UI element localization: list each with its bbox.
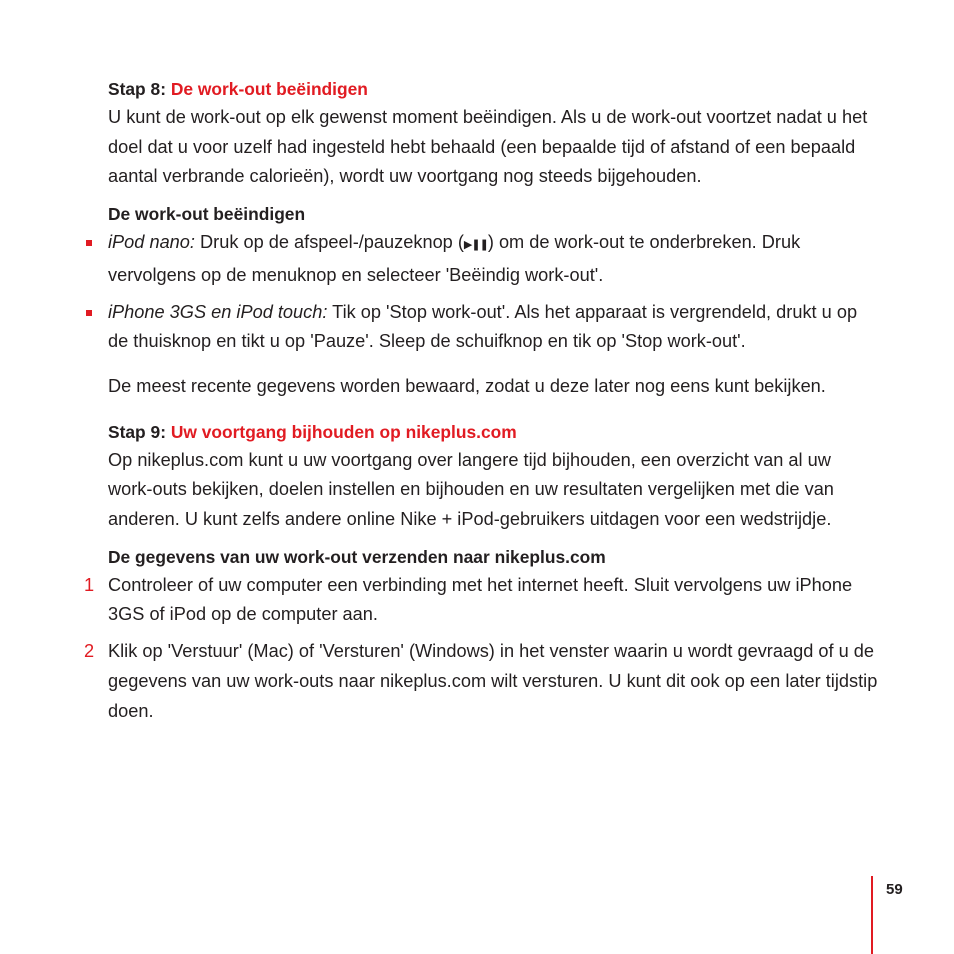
bullet-device-label: iPhone 3GS en iPod touch:: [108, 301, 328, 322]
step-8-closing: De meest recente gegevens worden bewaard, zodat u deze later nog eens kunt bekijken.: [108, 375, 826, 396]
step-9-title: Uw voortgang bijhouden op nikeplus.com: [170, 421, 517, 442]
page-number: 59: [886, 881, 903, 898]
step-number: 2: [84, 641, 95, 662]
play-pause-icon: ▶❚❚: [463, 239, 488, 252]
bullet-text-before-icon: Druk op de afspeel-/pauzeknop (: [200, 232, 464, 253]
step-8-label: Stap 8:: [108, 79, 166, 99]
step-9-label: Stap 9:: [108, 421, 166, 442]
page-content: [84, 76, 878, 733]
numbered-step: [84, 571, 878, 630]
bullet-square-icon: [86, 310, 92, 316]
step-text: Controleer of uw computer een verbinding met het internet heeft. Sluit vervolgens uw iPhone 3GS of iPod op de computer aan.: [108, 574, 853, 625]
step-text: Klik op 'Verstuur' (Mac) of 'Versturen' (Windows) in het venster waarin u wordt gevraagd of u de gegevens van uw work-outs naar nikeplus.com wilt versturen. U kunt dit ook op een later tijdstip doen.: [108, 641, 878, 721]
bullet-device-label: iPod nano:: [108, 232, 195, 253]
bullet-item-ipod-nano: [108, 228, 878, 290]
bullet-text-after-icon: ) om de work-out te onderbreken. Druk vervolgens op de menuknop en selecteer 'Beëindig work-out'.: [108, 232, 801, 285]
page-number-rule: [871, 876, 873, 954]
step-9-subheading: De gegevens van uw work-out verzenden naar nikeplus.com: [108, 546, 606, 567]
step-8-heading: [108, 76, 878, 103]
step-9-intro: Op nikeplus.com kunt u uw voortgang over langere tijd bijhouden, een overzicht van al uw work-outs bekijken, doelen instellen en bijhouden en uw resultaten vergelijken met die van anderen. U kunt zelfs andere online Nike + iPod-gebruikers uitdagen voor een wedstrijdje.: [108, 449, 834, 530]
step-9-heading: [108, 419, 878, 446]
step-8-title: De work-out beëindigen: [170, 79, 368, 99]
numbered-step: [84, 637, 878, 726]
step-number: 1: [84, 574, 95, 595]
bullet-item-iphone-ipod-touch: [108, 298, 878, 357]
step-8-intro: U kunt de work-out op elk gewenst moment beëindigen. Als u de work-out voortzet nadat u het doel dat u voor uzelf had ingesteld hebt behaald (een bepaalde tijd of afstand of een bepaald aantal verbrande calorieën), wordt uw voortgang nog steeds bijgehouden.: [108, 107, 868, 187]
bullet-text: Tik op 'Stop work-out'. Als het apparaat is vergrendeld, drukt u op de thuisknop en tikt u op 'Pauze'. Sleep de schuifknop en tik op 'Stop work-out'.: [108, 301, 858, 352]
bullet-square-icon: [86, 240, 92, 246]
step-8-subheading: De work-out beëindigen: [108, 204, 306, 225]
